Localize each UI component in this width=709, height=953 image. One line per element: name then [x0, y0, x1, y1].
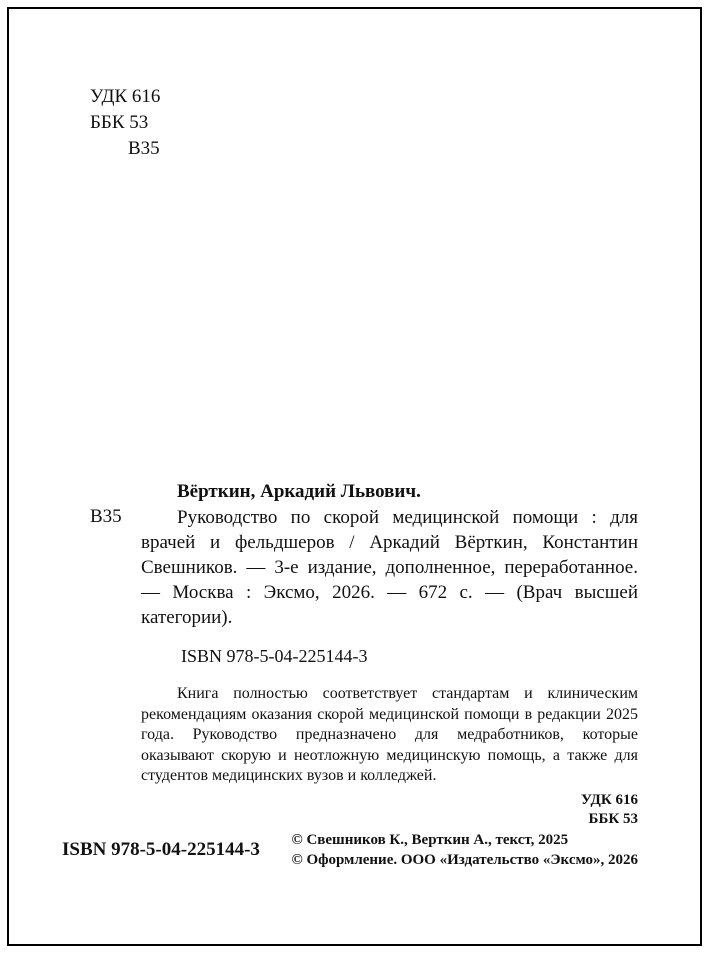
footer	[62, 830, 638, 870]
author-heading: Вёрткин, Аркадий Львович.	[177, 481, 421, 502]
right-catalog-codes	[141, 791, 638, 829]
bibliographic-entry: Руководство по скорой медицинской помощи : для врачей и фельдшеров / Аркадий Вёрткин, Константин Свешников. — 3-е издание, дополненное, переработанное. — Москва : Эксмо, 2026. — 672 с. — (Врач высшей категории).	[141, 507, 638, 628]
catalog-card	[90, 479, 638, 829]
top-catalog-codes	[90, 84, 160, 162]
bbk-code-right: ББК 53	[588, 810, 638, 827]
copyright-line-2: © Оформление. ООО «Издательство «Эксмо», 2026	[291, 852, 638, 868]
bbk-code: ББК 53	[90, 112, 149, 133]
udk-code: УДК 616	[90, 86, 161, 107]
copyright-line-1: © Свешников К., Верткин А., текст, 2025	[291, 832, 569, 848]
margin-author-sign-code: В35	[90, 506, 122, 527]
udk-code-right: УДК 616	[581, 791, 638, 808]
isbn-line: ISBN 978-5-04-225144-3	[181, 646, 368, 666]
annotation-text: Книга полностью соответствует стандартам и клиническим рекомендациям оказания скорой медицинской помощи в редакции 2025 года. Руководство предназначено для медработников, которые оказывают скорую и неотложную медицинскую помощь, а также для студентов медицинских вузов и колледжей.	[141, 685, 638, 784]
copyright-block	[292, 830, 639, 870]
author-sign-code: В35	[128, 138, 160, 159]
bibliographic-entry-wrap	[90, 505, 638, 630]
footer-isbn: ISBN 978-5-04-225144-3	[62, 839, 260, 860]
